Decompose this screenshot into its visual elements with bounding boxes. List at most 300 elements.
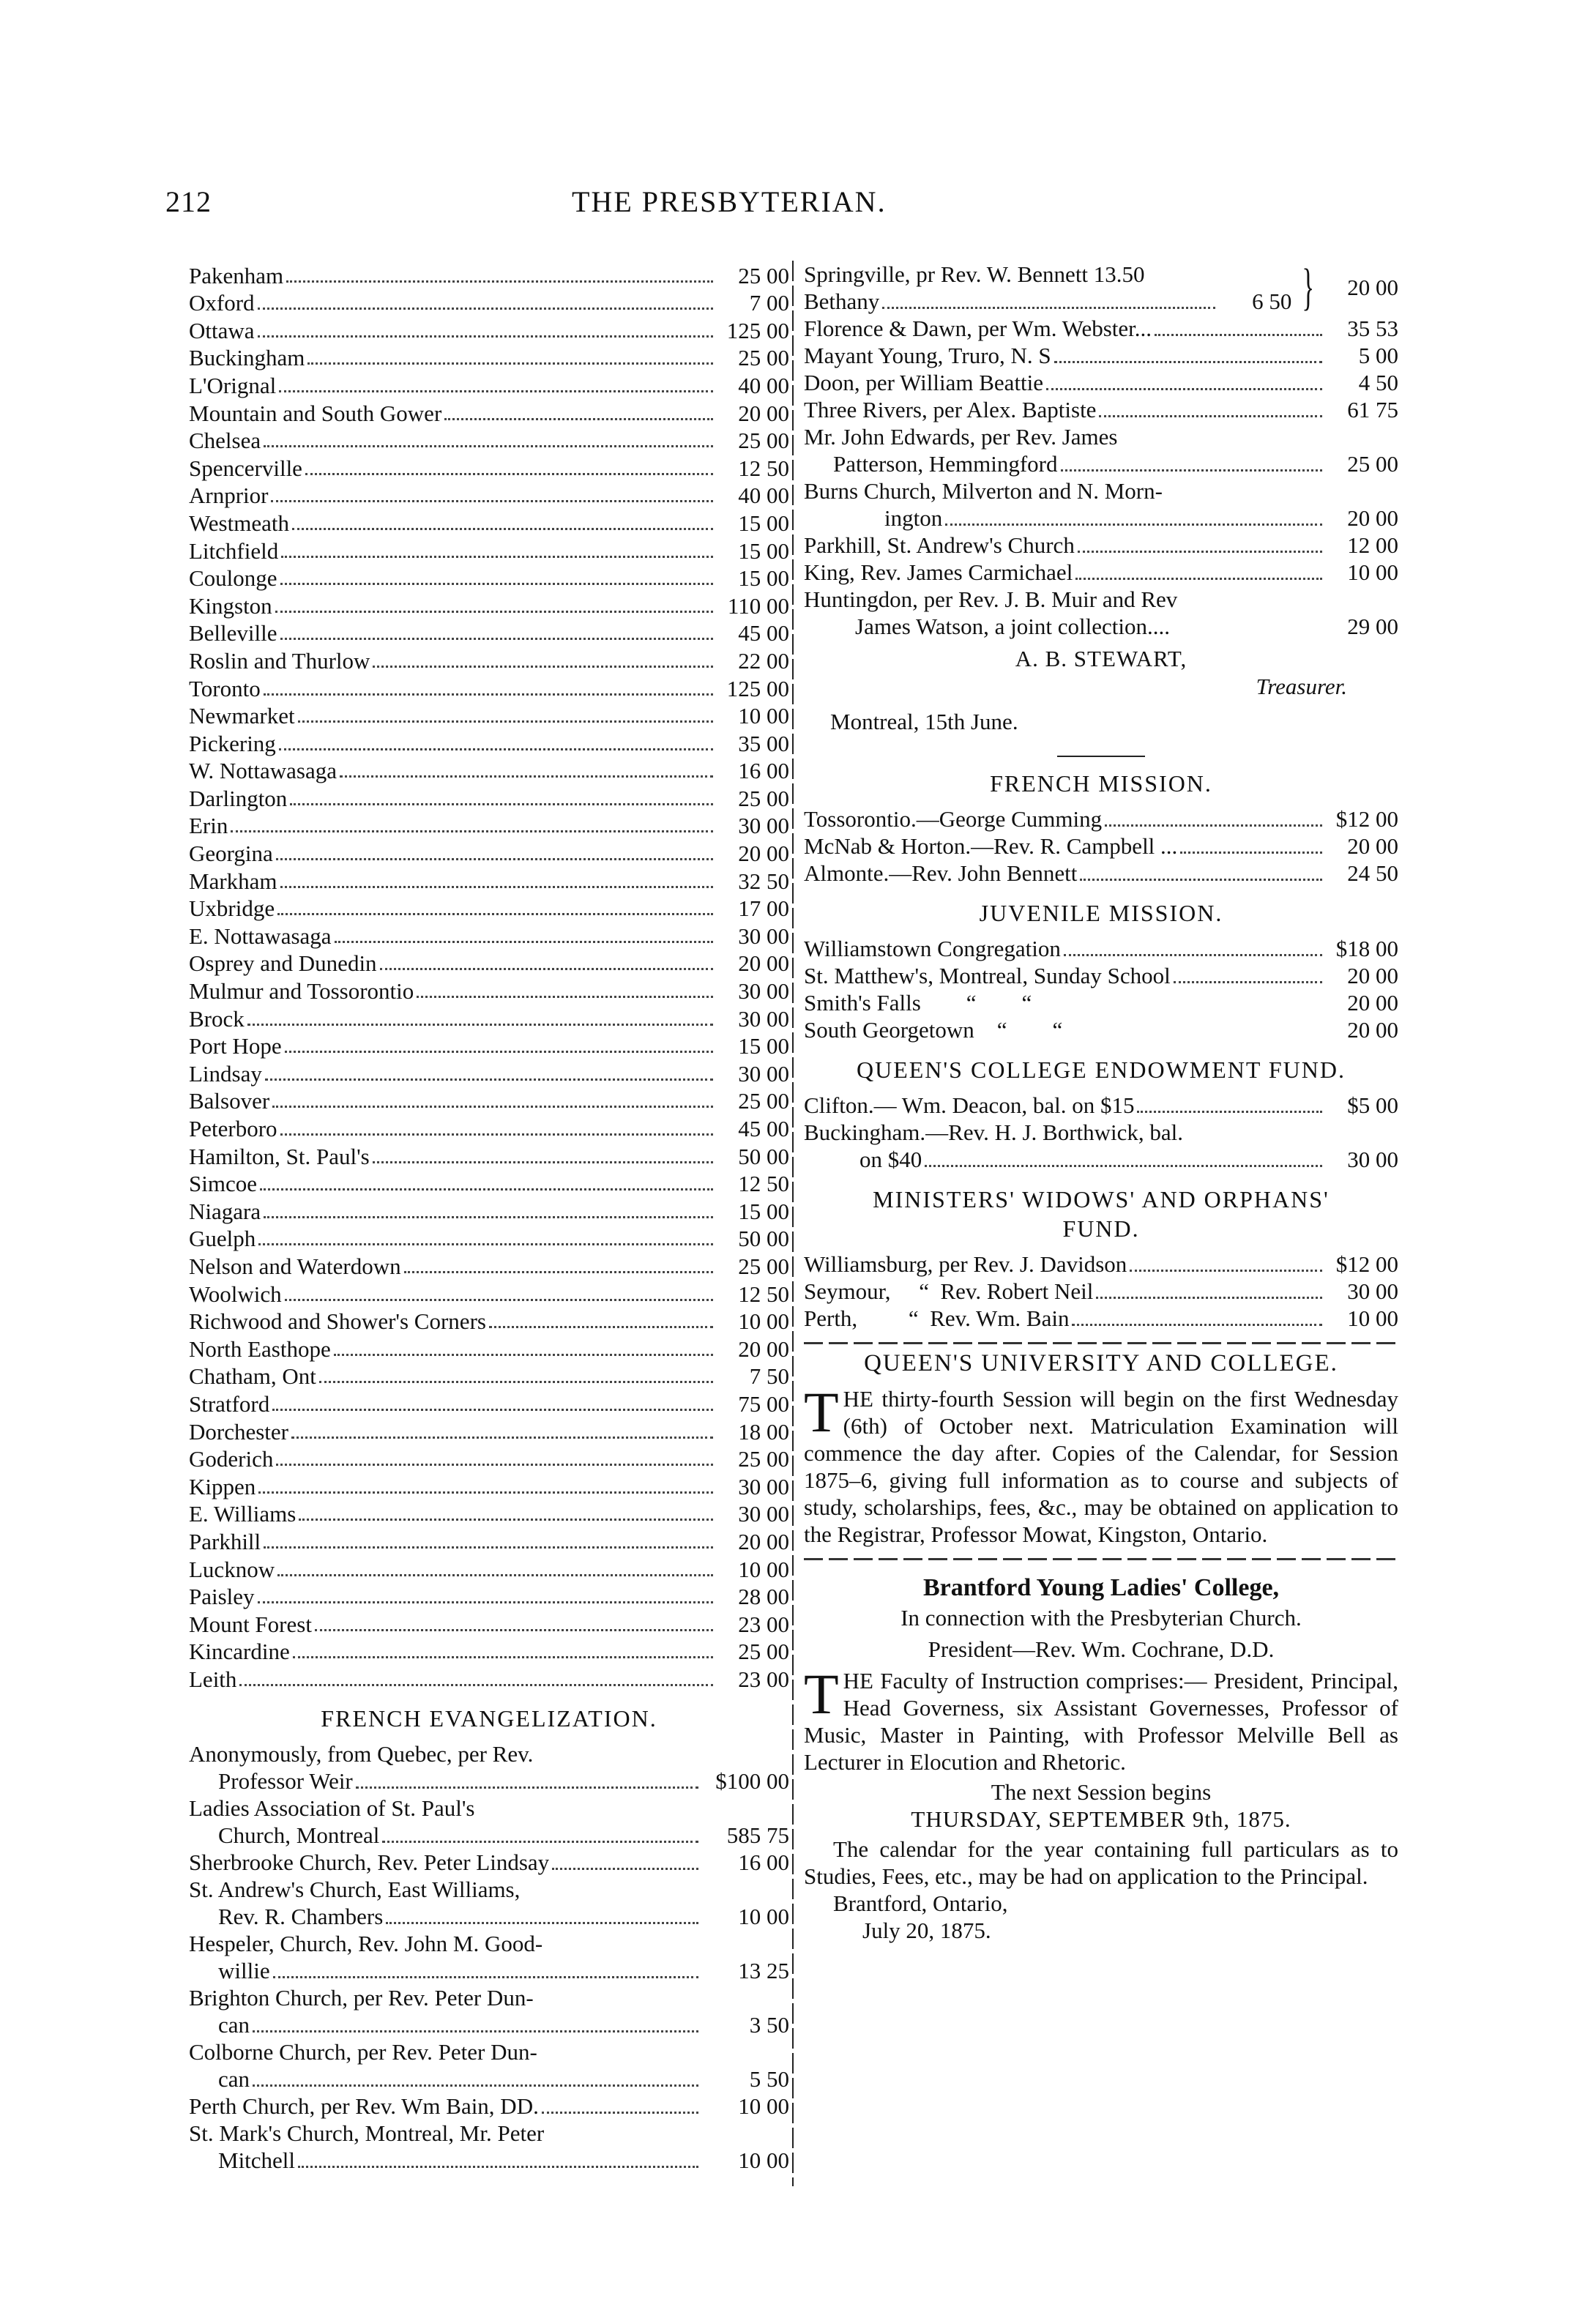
entry-name: W. Nottawasaga xyxy=(189,758,338,784)
juvenile-mission-heading: JUVENILE MISSION. xyxy=(979,900,1223,926)
entry-amount: 29 00 xyxy=(1347,614,1398,639)
list-item xyxy=(189,1141,789,1169)
entry-name: Roslin and Thurlow xyxy=(189,647,370,674)
list-item xyxy=(189,1795,789,1849)
list-item xyxy=(189,288,789,316)
list-item xyxy=(189,1059,789,1087)
entry-line: St. Andrew's Church, East Williams, xyxy=(189,1876,521,1902)
entry-name: North Easthope xyxy=(189,1335,331,1362)
entry-name: Lucknow xyxy=(189,1556,275,1582)
leader-dots xyxy=(292,528,713,530)
brantford-session-date: THURSDAY, SEPTEMBER 9th, 1875. xyxy=(911,1806,1291,1832)
list-item xyxy=(189,481,789,509)
list-item xyxy=(189,1224,789,1252)
entry-name: Niagara xyxy=(189,1198,261,1224)
entry-amount: 25 00 xyxy=(738,1253,789,1279)
entry-line: Patterson, Hemmingford xyxy=(833,451,1058,477)
entry-amount: 12 50 xyxy=(738,1281,789,1307)
entry-line: Bethany xyxy=(804,288,880,314)
entry-amount: 13 25 xyxy=(738,1957,789,1983)
list-item xyxy=(804,586,1398,640)
entry-name: E. Williams xyxy=(189,1501,297,1527)
entry-line: Ladies Association of St. Paul's xyxy=(189,1795,475,1821)
entry-amount: 125 00 xyxy=(726,675,789,701)
entry-amount: 40 00 xyxy=(738,372,789,398)
notice-text: HE thirty-fourth Session will begin on the first Wednesday (6th) of October next. Matriculation Examination will commence the day after. Copies of the Calendar, for Session 1875–6, giving full information as to course and subjects of study, scholarships, fees, &c., may be obtained on application to the Registrar, Professor Mowat, Kingston, Ontario. xyxy=(804,1386,1398,1547)
entry-line: Hespeler, Church, Rev. John M. Good- xyxy=(189,1930,543,1956)
entry-name: Buckingham xyxy=(189,345,305,371)
entry-amount: 16 00 xyxy=(738,1849,789,1875)
entry-name: Pickering xyxy=(189,730,276,756)
leader-dots xyxy=(340,775,713,778)
dateline: Montreal, 15th June. xyxy=(830,709,1018,734)
list-item xyxy=(189,1169,789,1197)
leader-dots xyxy=(280,583,713,585)
list-item xyxy=(189,646,789,674)
list-item xyxy=(189,508,789,536)
leader-dots xyxy=(307,362,713,365)
entry-amount: 25 00 xyxy=(738,428,789,454)
entry-amount: 30 00 xyxy=(738,1005,789,1032)
entry-name: Mulmur and Tossorontio xyxy=(189,978,414,1005)
entry-name: Dorchester xyxy=(189,1418,288,1445)
entry-name: Tossorontio.—George Cumming xyxy=(804,806,1103,832)
entry-amount: 28 00 xyxy=(738,1584,789,1610)
list-item xyxy=(189,783,789,811)
list-item xyxy=(189,591,789,619)
leader-dots xyxy=(334,1354,713,1356)
list-item xyxy=(804,860,1398,887)
entry-name: Kippen xyxy=(189,1473,256,1499)
entry-amount: 12 50 xyxy=(738,455,789,481)
leader-dots xyxy=(319,1381,713,1383)
entry-name: Belleville xyxy=(189,620,277,647)
list-item xyxy=(804,1119,1398,1173)
page-number: 212 xyxy=(165,185,212,218)
entry-amount: 20 00 xyxy=(1347,505,1398,531)
entry-amount: 15 00 xyxy=(738,537,789,564)
entry-name: Uxbridge xyxy=(189,895,275,922)
entry-name: Paisley xyxy=(189,1584,255,1610)
list-item xyxy=(189,1527,789,1554)
entry-amount: 10 00 xyxy=(1347,1305,1398,1331)
entry-amount: 25 00 xyxy=(738,262,789,288)
entry-line: can xyxy=(218,2011,250,2038)
list-item xyxy=(189,1114,789,1141)
list-item xyxy=(189,1307,789,1335)
list-item xyxy=(189,398,789,426)
entry-name: Oxford xyxy=(189,290,255,316)
entry-amount: 20 00 xyxy=(1347,833,1398,859)
entry-name: Newmarket xyxy=(189,703,295,729)
leader-dots xyxy=(335,941,713,943)
list-item xyxy=(189,811,789,839)
brantford-date: July 20, 1875. xyxy=(862,1918,991,1943)
entry-amount: 15 00 xyxy=(738,510,789,536)
french-mission-heading: FRENCH MISSION. xyxy=(990,770,1212,797)
leader-dots xyxy=(277,913,713,915)
entry-name: Guelph xyxy=(189,1226,256,1252)
brantford-calendar: The calendar for the year containing full particulars as to Studies, Fees, etc., may be had on application to the Principal. xyxy=(804,1836,1398,1889)
leader-dots xyxy=(404,1271,713,1273)
list-item xyxy=(189,1472,789,1499)
list-item xyxy=(804,832,1398,860)
entry-amount: 20 00 xyxy=(1347,1017,1398,1043)
leader-dots xyxy=(258,308,713,310)
entry-line: Burns Church, Milverton and N. Morn- xyxy=(804,478,1163,504)
list-item xyxy=(189,1196,789,1224)
leader-dots xyxy=(279,748,713,750)
brantford-location: Brantford, Ontario, xyxy=(833,1890,1008,1916)
leader-dots xyxy=(258,335,713,338)
leader-dots xyxy=(247,1024,713,1026)
leader-dots xyxy=(280,638,713,640)
list-item xyxy=(189,1279,789,1307)
entry-amount: 18 00 xyxy=(738,1418,789,1445)
leader-dots xyxy=(293,1656,713,1658)
leader-dots xyxy=(264,1546,713,1549)
drop-cap: T xyxy=(804,1380,839,1444)
queens-university-notice xyxy=(804,1380,1398,1548)
entry-name: Pakenham xyxy=(189,262,284,288)
entry-name: Hamilton, St. Paul's xyxy=(189,1143,370,1169)
list-item xyxy=(189,949,789,977)
list-item xyxy=(189,1499,789,1527)
entry-amount: 45 00 xyxy=(738,1116,789,1141)
entry-name: McNab & Horton.—Rev. R. Campbell ... xyxy=(804,833,1178,859)
entry-amount: 5 50 xyxy=(749,2065,789,2092)
entry-amount: 10 00 xyxy=(738,2093,789,2119)
entry-amount: 75 00 xyxy=(738,1390,789,1417)
entry-amount: 20 00 xyxy=(1347,990,1398,1016)
entry-amount: 20 00 xyxy=(738,950,789,977)
list-item xyxy=(189,701,789,729)
leader-dots xyxy=(290,803,713,805)
entry-name: Kingston xyxy=(189,592,272,619)
entry-amount: 30 00 xyxy=(738,1060,789,1087)
leader-dots xyxy=(279,390,713,392)
leader-dots xyxy=(291,1437,713,1439)
leader-dots xyxy=(231,830,713,832)
entry-amount: 20 00 xyxy=(1347,963,1398,988)
entry-name: L'Orignal xyxy=(189,372,277,398)
entry-name: Clifton.— Wm. Deacon, bal. on $15 xyxy=(804,1092,1135,1118)
entry-name: Chelsea xyxy=(189,428,261,454)
entry-amount: 25 00 xyxy=(738,1639,789,1665)
entry-amount: 30 00 xyxy=(738,813,789,839)
entry-name: Westmeath xyxy=(189,510,289,536)
brantford-next-session: The next Session begins xyxy=(991,1779,1212,1805)
list-item xyxy=(804,1305,1398,1332)
list-item xyxy=(189,1876,789,1930)
entry-name: Almonte.—Rev. John Bennett xyxy=(804,860,1078,886)
list-item xyxy=(189,453,789,481)
list-item xyxy=(189,1087,789,1114)
entry-amount: 12 00 xyxy=(1347,532,1398,558)
list-item xyxy=(189,316,789,343)
entry-name: Simcoe xyxy=(189,1171,257,1197)
list-item xyxy=(189,921,789,949)
leader-dots xyxy=(265,1078,713,1081)
entry-name: Coulonge xyxy=(189,565,277,592)
entry-amount: 30 00 xyxy=(738,978,789,1005)
entry-amount: $100 00 xyxy=(715,1767,789,1794)
entry-amount: 30 00 xyxy=(738,1473,789,1499)
entry-amount: 125 00 xyxy=(726,317,789,343)
entry-name: Port Hope xyxy=(189,1033,282,1059)
entry-line: Sherbrooke Church, Rev. Peter Lindsay xyxy=(189,1849,550,1875)
leader-dots xyxy=(271,500,713,502)
entry-line: Professor Weir xyxy=(218,1767,353,1794)
list-item xyxy=(189,1609,789,1637)
faculty-text: HE Faculty of Instruction comprises:— President, Principal, Head Governess, six Assistant Governesses, Professor of Music, Master in Painting, with Professor Melville Bell as Lecturer in Elocution and Rhetoric. xyxy=(804,1668,1398,1775)
leader-dots xyxy=(298,720,713,723)
list-item xyxy=(189,1362,789,1390)
page-header xyxy=(165,185,1395,228)
leader-dots xyxy=(258,1243,713,1245)
list-item xyxy=(189,729,789,756)
entry-name: Leith xyxy=(189,1666,237,1692)
entry-amount: 15 00 xyxy=(738,565,789,592)
entry-amount: 30 00 xyxy=(738,923,789,949)
brantford-subtitle: In connection with the Presbyterian Church. xyxy=(900,1605,1302,1631)
leader-dots xyxy=(299,1519,713,1521)
leader-dots xyxy=(444,418,713,420)
entry-name: Litchfield xyxy=(189,537,279,564)
entry-amount: $12 00 xyxy=(1335,806,1398,832)
entry-name: Smith's Falls “ “ xyxy=(804,990,1032,1016)
brantford-college-title: Brantford Young Ladies' College, xyxy=(922,1574,1280,1601)
entry-amount: 25 00 xyxy=(738,1446,789,1472)
entry-line: can xyxy=(218,2065,250,2092)
entry-name: Markham xyxy=(189,868,277,894)
entry-amount: 7 00 xyxy=(749,290,789,316)
entry-name: Darlington xyxy=(189,785,288,811)
entry-line: Brighton Church, per Rev. Peter Dun- xyxy=(189,1984,534,2011)
entry-name: Mayant Young, Truro, N. S xyxy=(804,343,1051,368)
entry-amount: 30 00 xyxy=(1347,1147,1398,1172)
entry-amount: 30 00 xyxy=(1347,1278,1398,1304)
entry-name: Goderich xyxy=(189,1446,274,1472)
entry-name: Toronto xyxy=(189,675,261,701)
entry-amount: 15 00 xyxy=(738,1198,789,1224)
list-item xyxy=(804,1092,1398,1119)
entry-amount: 35 53 xyxy=(1347,316,1398,341)
leader-dots xyxy=(276,1464,713,1466)
list-item xyxy=(189,674,789,701)
entry-name: Parkhill xyxy=(189,1528,261,1554)
list-item xyxy=(189,1445,789,1472)
leader-dots xyxy=(489,1326,713,1328)
leader-dots xyxy=(286,280,713,283)
leader-dots xyxy=(258,1601,713,1603)
entry-line: Anonymously, from Quebec, per Rev. xyxy=(189,1740,534,1767)
list-item xyxy=(189,866,789,894)
brantford-faculty xyxy=(804,1662,1398,1776)
entry-amount: 25 00 xyxy=(1347,451,1398,477)
leader-dots xyxy=(260,1188,713,1191)
entry-amount: 10 00 xyxy=(738,1308,789,1335)
list-item xyxy=(804,1016,1398,1043)
entry-name: Spencerville xyxy=(189,455,302,481)
entry-amount: 10 00 xyxy=(738,1903,789,1929)
list-item xyxy=(189,976,789,1004)
entry-line: James Watson, a joint collection.... xyxy=(855,614,1170,639)
leader-dots xyxy=(315,1629,713,1631)
list-item xyxy=(804,423,1398,477)
leader-dots xyxy=(280,886,713,888)
list-item xyxy=(189,370,789,398)
entry-name: Nelson and Waterdown xyxy=(189,1253,401,1279)
entry-amount: 25 00 xyxy=(738,785,789,811)
entry-line: Mitchell xyxy=(218,2147,296,2173)
list-item xyxy=(189,1554,789,1582)
entry-amount: 7 50 xyxy=(749,1363,789,1390)
entry-amount: 10 00 xyxy=(738,1556,789,1582)
list-item xyxy=(189,1582,789,1610)
entry-amount: 10 00 xyxy=(738,703,789,729)
entry-amount: 4 50 xyxy=(1358,370,1398,395)
entry-name: Perth, “ Rev. Wm. Bain xyxy=(804,1305,1070,1331)
entry-amount: 16 00 xyxy=(738,758,789,784)
entry-amount: 20 00 xyxy=(738,1335,789,1362)
entry-amount: 10 00 xyxy=(1347,559,1398,585)
list-item xyxy=(804,1278,1398,1305)
leader-dots xyxy=(272,1409,713,1411)
entry-line: Springville, pr Rev. W. Bennett 13.50 xyxy=(804,261,1145,287)
leader-dots xyxy=(258,1491,713,1494)
right-column xyxy=(804,261,1398,1944)
list-item xyxy=(189,1664,789,1692)
list-item xyxy=(804,805,1398,832)
entry-name: Lindsay xyxy=(189,1060,262,1087)
entry-name: King, Rev. James Carmichael xyxy=(804,559,1073,585)
list-item xyxy=(189,1740,789,1795)
list-item xyxy=(189,564,789,592)
entry-amount: 40 00 xyxy=(738,482,789,509)
page-title: THE PRESBYTERIAN. xyxy=(572,185,887,218)
leader-dots xyxy=(264,693,713,696)
entry-amount: 20 00 xyxy=(738,841,789,867)
list-item xyxy=(189,2120,789,2174)
entry-line: Rev. R. Chambers xyxy=(218,1903,384,1929)
widows-fund-heading-line2: FUND. xyxy=(1062,1215,1140,1242)
list-item xyxy=(804,315,1398,342)
entry-name: Erin xyxy=(189,813,228,839)
entry-line: Mr. John Edwards, per Rev. James xyxy=(804,424,1118,450)
entry-line: ington xyxy=(884,505,943,531)
entry-line: Huntingdon, per Rev. J. B. Muir and Rev xyxy=(804,586,1178,612)
entry-amount: 20 00 xyxy=(738,400,789,426)
list-item xyxy=(804,342,1398,369)
entry-amount: 10 00 xyxy=(738,2147,789,2173)
entry-name: Georgina xyxy=(189,841,273,867)
entry-amount: 12 50 xyxy=(738,1171,789,1197)
list-item xyxy=(189,1334,789,1362)
queens-endowment-heading: QUEEN'S COLLEGE ENDOWMENT FUND. xyxy=(856,1057,1346,1083)
entry-line: St. Mark's Church, Montreal, Mr. Peter xyxy=(189,2120,545,2146)
section-rule xyxy=(804,1558,1398,1560)
entry-amount: 22 00 xyxy=(738,647,789,674)
treasurer-signature: A. B. STEWART, xyxy=(1015,646,1187,671)
brantford-president: President—Rev. Wm. Cochrane, D.D. xyxy=(928,1636,1275,1662)
list-item xyxy=(804,532,1398,559)
list-item xyxy=(189,536,789,564)
section-rule xyxy=(1057,756,1145,757)
leader-dots xyxy=(285,1051,713,1053)
list-item xyxy=(804,989,1398,1016)
list-item xyxy=(189,1637,789,1665)
entry-amount: 32 50 xyxy=(738,868,789,894)
entry-name: Doon, per William Beattie xyxy=(804,370,1044,395)
leader-dots xyxy=(417,996,713,998)
entry-name: Ottawa xyxy=(189,317,255,343)
list-item xyxy=(189,619,789,647)
entry-name: Mount Forest xyxy=(189,1611,312,1637)
drop-cap: T xyxy=(804,1662,839,1726)
list-item xyxy=(804,559,1398,586)
queens-university-heading: QUEEN'S UNIVERSITY AND COLLEGE. xyxy=(864,1350,1338,1376)
brace-mark: } xyxy=(1302,259,1315,316)
list-item xyxy=(189,2038,789,2093)
entry-amount: 20 00 xyxy=(738,1528,789,1554)
entry-name: South Georgetown “ “ xyxy=(804,1017,1063,1043)
entry-amount: $18 00 xyxy=(1335,936,1398,961)
list-item xyxy=(804,477,1398,532)
leader-dots xyxy=(373,666,713,668)
treasurer-title: Treasurer. xyxy=(1256,674,1347,699)
entry-amount: $12 00 xyxy=(1335,1251,1398,1277)
entry-line: Perth Church, per Rev. Wm Bain, DD. xyxy=(189,2093,539,2119)
entry-amount: 61 75 xyxy=(1347,397,1398,422)
left-column xyxy=(189,261,789,2174)
leader-dots xyxy=(276,858,713,860)
leader-dots xyxy=(277,1574,713,1576)
list-item xyxy=(189,1417,789,1445)
entry-name: Williamsburg, per Rev. J. Davidson xyxy=(804,1251,1127,1277)
french-evangelization-heading: FRENCH EVANGELIZATION. xyxy=(321,1704,657,1732)
entry-amount: 23 00 xyxy=(738,1611,789,1637)
section-rule xyxy=(804,1342,1398,1344)
list-item xyxy=(189,756,789,784)
leader-dots xyxy=(373,1161,713,1163)
entry-name: Mountain and South Gower xyxy=(189,400,442,426)
entry-name: Parkhill, St. Andrew's Church xyxy=(804,532,1075,558)
entry-amount: 3 50 xyxy=(749,2011,789,2038)
entry-name: Stratford xyxy=(189,1390,270,1417)
entry-name: Peterboro xyxy=(189,1116,277,1141)
entry-amount: 50 00 xyxy=(738,1226,789,1252)
entry-amount: 23 00 xyxy=(738,1666,789,1692)
entry-amount: 35 00 xyxy=(738,730,789,756)
list-item xyxy=(189,1032,789,1059)
entry-name: Kincardine xyxy=(189,1639,290,1665)
entry-amount: 15 00 xyxy=(738,1033,789,1059)
list-item xyxy=(804,261,1398,315)
entry-amount: 6 50 xyxy=(1252,288,1292,314)
entry-amount: 50 00 xyxy=(738,1143,789,1169)
entry-name: Chatham, Ont xyxy=(189,1363,316,1390)
leader-dots xyxy=(305,473,713,475)
entry-amount: 5 00 xyxy=(1358,343,1398,368)
entry-amount: 30 00 xyxy=(738,1501,789,1527)
leader-dots xyxy=(239,1684,713,1686)
list-item xyxy=(189,1389,789,1417)
leader-dots xyxy=(264,445,713,447)
entry-amount: 20 00 xyxy=(1347,275,1398,300)
entry-line: Colborne Church, per Rev. Peter Dun- xyxy=(189,2038,537,2065)
column-divider xyxy=(792,261,794,2186)
